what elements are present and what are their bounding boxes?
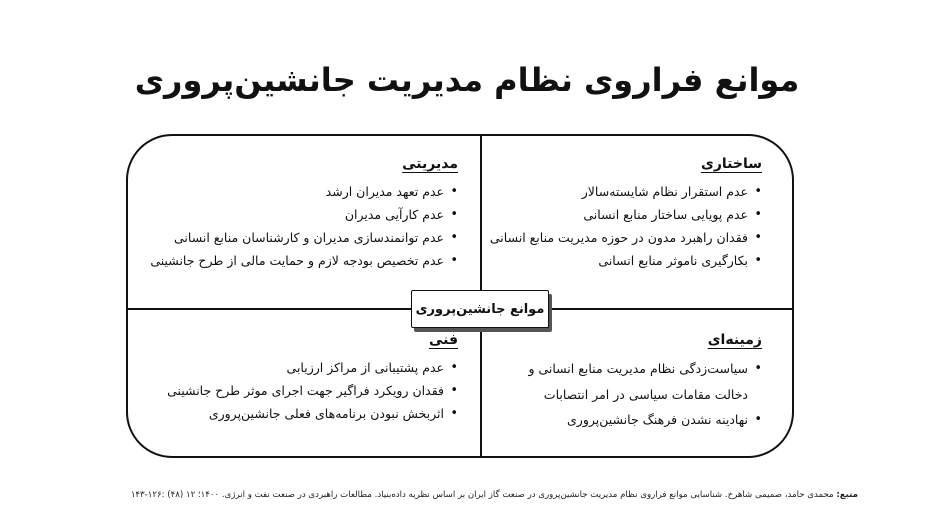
quadrant-technical — [158, 330, 458, 425]
list-item — [158, 226, 458, 249]
list-item — [158, 180, 458, 203]
quadrant-heading: زمینه‌ای — [707, 332, 762, 348]
item-text: عدم تعهد مدیران ارشد — [325, 184, 444, 199]
quadrant-structural — [472, 154, 762, 272]
item-text: فقدان رویکرد فراگیر جهت اجرای موثر طرح جانشینی — [167, 383, 444, 398]
quadrant-contextual — [494, 330, 762, 431]
list-item — [158, 402, 458, 425]
quadrant-list — [494, 356, 762, 431]
bullet-icon: • — [754, 207, 762, 222]
list-item — [472, 180, 762, 203]
bullet-icon: • — [450, 184, 458, 199]
item-text: عدم پویایی ساختار منابع انسانی — [583, 207, 748, 222]
bullet-icon: • — [754, 412, 762, 427]
bullet-icon: • — [754, 253, 762, 268]
list-item — [158, 203, 458, 226]
quadrant-heading: فنی — [428, 332, 458, 348]
source-text: محمدی حامد، صمیمی شاهرخ. شناسایی موانع فراروی نظام مدیریت جانشین‌پروری در صنعت گاز ایران بر اساس نظریه داده‌بنیاد. مطالعات راهبردی در صنعت نفت و انرژی. ۱۴۰۰؛ ۱۲ (۴۸) :۱۲۶-۱۴۳ — [130, 490, 834, 500]
quadrant-list — [158, 356, 458, 425]
bullet-icon: • — [450, 230, 458, 245]
source-label: منبع: — [836, 490, 858, 500]
quadrant-managerial — [150, 154, 458, 272]
list-item — [472, 226, 762, 249]
list-item — [494, 356, 762, 408]
item-text: فقدان راهبرد مدون در حوزه مدیریت منابع انسانی — [489, 230, 748, 245]
quadrant-heading: ساختاری — [701, 156, 762, 172]
bullet-icon: • — [450, 360, 458, 375]
quadrant-list — [150, 180, 458, 272]
item-text: عدم تخصیص بودجه لازم و حمایت مالی از طرح جانشینی — [150, 253, 444, 268]
quadrant-list — [472, 180, 762, 272]
list-item — [472, 249, 762, 272]
item-text: بکارگیری ناموثر منابع انسانی — [598, 253, 748, 268]
item-text: نهادینه نشدن فرهنگ جانشین‌پروری — [567, 412, 748, 427]
bullet-icon: • — [754, 230, 762, 245]
source-citation — [98, 488, 858, 502]
page-title: موانع فراروی نظام مدیریت جانشین‌پروری — [134, 61, 800, 99]
quadrant-heading: مدیریتی — [402, 156, 458, 172]
list-item — [472, 203, 762, 226]
item-text: عدم پشتیبانی از مراکز ارزیابی — [286, 360, 444, 375]
item-text: عدم استقرار نظام شایسته‌سالار — [581, 184, 748, 199]
list-item — [150, 249, 458, 272]
item-text: اثربخش نبودن برنامه‌های فعلی جانشین‌پروری — [208, 406, 444, 421]
bullet-icon: • — [450, 406, 458, 421]
bullet-icon: • — [450, 253, 458, 268]
center-label: موانع جانشین‌پروری — [411, 290, 549, 328]
bullet-icon: • — [754, 361, 762, 376]
item-text: عدم توانمندسازی مدیران و کارشناسان منابع انسانی — [173, 230, 444, 245]
list-item — [158, 379, 458, 402]
item-text: سیاست‌زدگی نظام مدیریت منابع انسانی و دخالت مقامات سیاسی در امر انتصابات — [528, 361, 748, 402]
bullet-icon: • — [754, 184, 762, 199]
bullet-icon: • — [450, 207, 458, 222]
list-item — [158, 356, 458, 379]
bullet-icon: • — [450, 383, 458, 398]
item-text: عدم کارآیی مدیران — [344, 207, 444, 222]
list-item — [494, 408, 762, 431]
